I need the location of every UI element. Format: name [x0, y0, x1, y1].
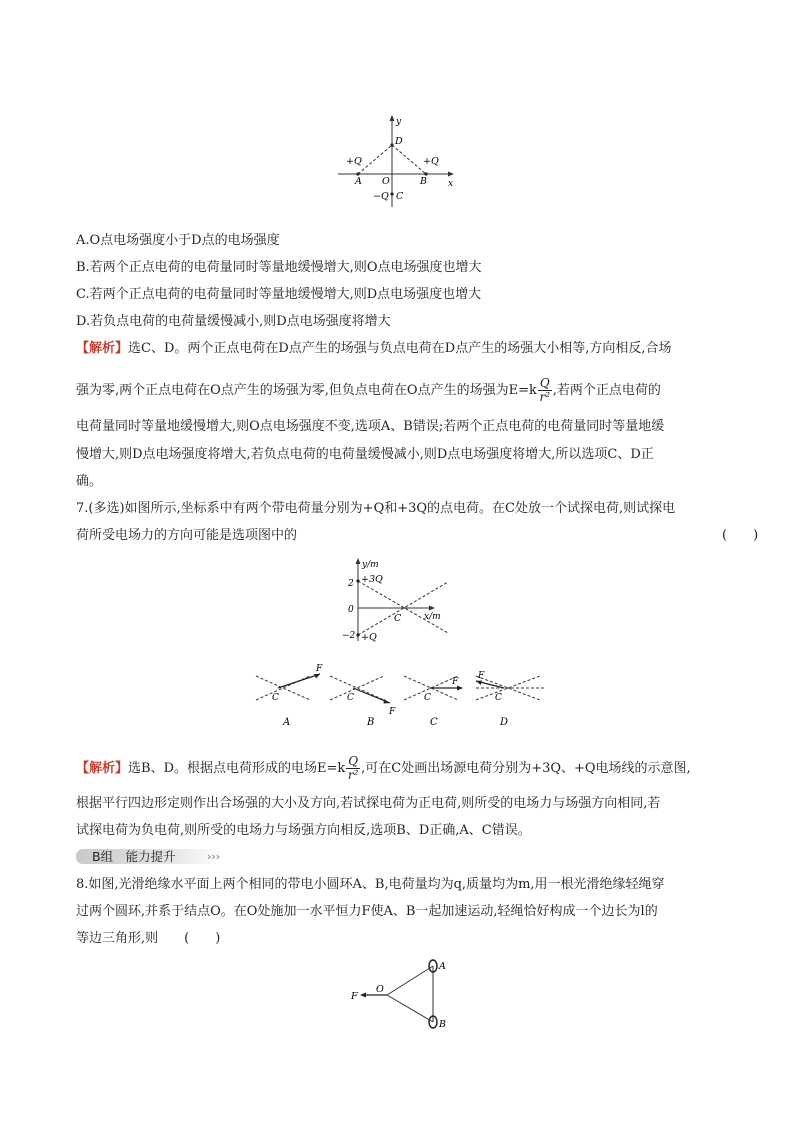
- option-c: C.若两个正点电荷的电荷量同时等量地缓慢增大,则D点电场强度也增大: [76, 287, 482, 302]
- q7-label-q: +Q: [361, 632, 377, 643]
- question-8-line-3: 等边三角形,则 ( ): [76, 931, 221, 946]
- option-b-diagram: [330, 676, 396, 728]
- option-d-c: C: [495, 693, 502, 703]
- label-a: A: [355, 176, 362, 187]
- option-d: D.若负点电荷的电荷量缓慢减小,则D点电场强度将增大: [76, 314, 391, 329]
- analysis-6-line-2: [76, 374, 661, 408]
- figure-q8-triangle: [345, 955, 455, 1035]
- label-y: y: [396, 117, 402, 127]
- fraction-q-over-r2: [346, 755, 360, 782]
- rope-oa: [387, 966, 433, 995]
- analysis-6-line-4: 慢增大,则D点电场强度将增大,若负点电荷的电荷量缓慢减小,则D点电场强度将增大,所以选项C、D正: [76, 447, 654, 462]
- analysis-6-line-3: 电荷量同时等量地缓慢增大,则O点电场强度不变,选项A、B错误;若两个正点电荷的电荷量同时等量地缓: [76, 419, 665, 434]
- analysis-6-line-1: [76, 340, 672, 358]
- analysis-7-text-1a: 选B、D。根据点电荷形成的电场E=k: [128, 761, 346, 776]
- option-b: B.若两个正点电荷的电荷量同时等量地缓慢增大,则O点电场强度也增大: [76, 260, 482, 275]
- option-a-c: C: [272, 693, 279, 703]
- analysis-tag: 【解析】: [76, 341, 129, 356]
- section-header-label: B组 能力提升: [92, 849, 176, 864]
- q7-x-axis-arrow: [429, 606, 435, 611]
- q8-label-a: A: [439, 961, 446, 972]
- q7-label-3q: +3Q: [361, 574, 383, 585]
- label-d: D: [395, 136, 403, 147]
- dashed-line-ad: [358, 145, 392, 174]
- option-a: A.O点电场强度小于D点的电场强度: [76, 233, 280, 248]
- q7-charge-q: [356, 633, 359, 636]
- option-a-label: A: [283, 717, 291, 728]
- force-arrow-a: [278, 674, 320, 688]
- option-a-f: F: [316, 664, 323, 674]
- figure-q7-options: [250, 660, 550, 730]
- q7-label-x: x/m: [424, 612, 441, 622]
- q8-label-b: B: [439, 1019, 446, 1030]
- q7-label-y: y/m: [362, 560, 379, 570]
- q7-tick-minus-2: −2: [342, 631, 356, 641]
- dashed-line-db: [392, 145, 426, 174]
- option-c-diagram: [404, 676, 463, 728]
- section-header-arrows: ›››: [207, 850, 221, 863]
- label-x: x: [448, 179, 454, 189]
- question-7-line-1: 7.(多选)如图所示,坐标系中有两个带电荷量分别为+Q和+3Q的点电荷。在C处放一个试探电荷,则试探电: [76, 501, 676, 516]
- fraction-denominator: r²: [347, 768, 359, 782]
- fraction-denominator: r²: [539, 390, 551, 404]
- q7-dashed-line-1: [358, 581, 448, 633]
- option-a-diagram: [256, 664, 323, 728]
- label-b: B: [420, 176, 427, 187]
- fraction-q-over-r2: [538, 377, 552, 404]
- fraction-numerator: Q: [348, 754, 359, 768]
- option-b-c: C: [347, 693, 354, 703]
- q7-tick-2: 2: [348, 579, 354, 589]
- option-c-c: C: [424, 693, 431, 703]
- option-d-f: F: [478, 671, 485, 681]
- label-plus-q-left: +Q: [346, 156, 362, 167]
- figure-charges-diagram: [330, 112, 460, 210]
- question-7-line-2: 荷所受电场力的方向可能是选项图中的: [76, 528, 298, 543]
- q8-label-o: O: [376, 984, 384, 995]
- analysis-7-line-1: [76, 752, 691, 786]
- fraction-numerator: Q: [539, 376, 550, 390]
- point-c: [390, 192, 393, 195]
- option-c-f: F: [452, 677, 459, 687]
- point-d: [390, 143, 393, 146]
- label-plus-q-right: +Q: [423, 156, 439, 167]
- answer-parentheses: ( ): [722, 528, 759, 543]
- question-8-line-1: 8.如图,光滑绝缘水平面上两个相同的带电小圆环A、B,电荷量均为q,质量均为m,用一根光滑绝缘轻绳穿: [76, 877, 665, 892]
- label-o: O: [382, 176, 390, 187]
- analysis-7-line-2: 根据平行四边形定则作出合场强的大小及方向,若试探电荷为正电荷,则所受的电场力与场强方向相同,若: [76, 796, 661, 811]
- q7-tick-0: 0: [348, 605, 354, 615]
- analysis-7-text-1b: ,可在C处画出场源电荷分别为+3Q、+Q电场线的示意图,: [361, 761, 691, 776]
- rope-ob: [387, 995, 433, 1022]
- q7-y-axis-arrow: [356, 558, 361, 564]
- label-c: C: [396, 191, 404, 202]
- analysis-6-text-1: 选C、D。两个正点电荷在D点产生的场强与负点电荷在D点产生的场强大小相等,方向相反,合场: [128, 341, 672, 356]
- option-b-f: F: [389, 707, 396, 717]
- q7-charge-3q: [356, 579, 359, 582]
- analysis-7-line-3: 试探电荷为负电荷,则所受的电场力与场强方向相反,选项B、D正确,A、C错误。: [76, 823, 531, 838]
- analysis-6-text-2a: 强为零,两个正点电荷在O点产生的场强为零,但负点电荷在O点产生的场强为E=k: [76, 383, 537, 398]
- question-8-line-2: 过两个圆环,并系于结点O。在O处施加一水平恒力F使A、B一起加速运动,轻绳恰好构成一个边长为l的: [76, 904, 658, 919]
- figure-q7-coordinate: [336, 555, 466, 645]
- x-axis-arrow: [448, 172, 454, 177]
- option-b-label: B: [367, 717, 375, 728]
- label-minus-q: −Q: [373, 191, 389, 202]
- option-c-label: C: [430, 717, 438, 728]
- analysis-tag: 【解析】: [76, 761, 129, 776]
- option-d-label: D: [500, 717, 509, 728]
- q7-label-c: C: [394, 613, 402, 624]
- analysis-6-line-5: 确。: [76, 474, 103, 489]
- option-d-diagram: [476, 671, 546, 728]
- q8-label-f: F: [351, 991, 358, 1002]
- analysis-6-text-2b: ,若两个正点电荷的: [552, 383, 661, 398]
- y-axis-arrow: [390, 115, 395, 121]
